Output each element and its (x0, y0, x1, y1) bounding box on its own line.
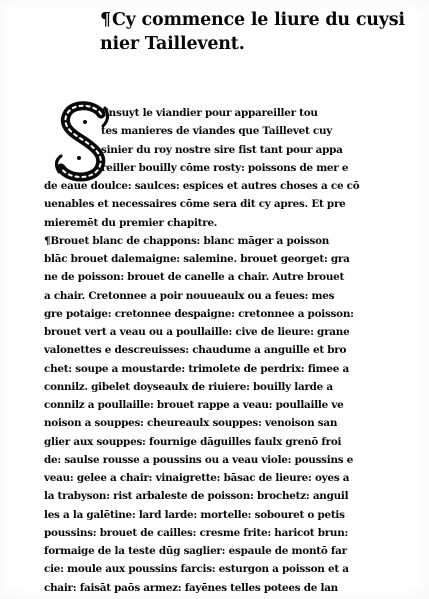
text-line: noison a souppes: cheureaulx souppes: venoison san (44, 417, 338, 430)
text-line: glier aux souppes: fournige dāguilles faulx grenō froi (44, 435, 342, 448)
text-line: de: saulse rousse a poussins ou a veau viole: poussins e (44, 453, 354, 466)
text-line: gre potaige: cretonnee despaigne: cretonnee a poisson: (44, 307, 354, 320)
text-line: reiller bouilly cōme rosty: poissons de mer e (101, 161, 349, 174)
text-line: uenables et necessaires cōme sera dit cy apres. Et pre (44, 198, 346, 211)
pilcrow-mark: ¶ (100, 10, 111, 30)
text-line: brouet vert a veau ou a poullaille: cive de lieure: grane (44, 326, 350, 338)
text-line: chet: soupe a moustarde: trimolete de perdrix: fimee a (44, 362, 349, 375)
text-line: de eaue doulce: saulces: espices et autres choses a ce cō (44, 180, 360, 192)
text-line: poussins: brouet de cailles: cresme frite: haricot brun: (44, 526, 349, 539)
text-line: connilz. gibelet doyseaulx de riuiere: bouilly larde a (44, 380, 333, 393)
page-title (100, 8, 405, 56)
title-line-1 (100, 8, 405, 32)
text-line: cie: moule aux poussins farcis: esturgon a poisson et a (44, 563, 349, 576)
text-line: ¶Brouet blanc de chappons: blanc māger a poisson (44, 234, 330, 247)
text-line: mieremēt du premier chapitre. (44, 216, 218, 229)
text-line: connilz a poullaille: brouet rappe a veau: poullaille ve (44, 399, 344, 411)
text-line: valonettes e descreuisses: chaudume a anguille et bro (44, 344, 347, 357)
text-line: veau: gelee a chair: vinaigrette: bāsac de lieure: oyes a (44, 472, 350, 484)
text-line: la trabyson: rist arbaleste de poisson: brochetz: anguil (44, 490, 349, 503)
title-line-1-text: Cy commence le liure du cuysi (111, 10, 405, 30)
text-line: blāc brouet dalemaigne: salemine. brouet georget: gra (44, 253, 350, 265)
text-line: ne de poisson: brouet de canelle a chair. Autre brouet (44, 271, 345, 284)
text-line: Ensuyt le viandier pour appareiller tou (101, 107, 318, 119)
text-line: les a la galētine: lard larde: mortelle: sobouret o petis (44, 508, 345, 521)
text-line: a chair. Cretonnee a poir nouueaulx ou a feues: mes (44, 289, 335, 302)
text-line: sinier du roy nostre sire fist tant pour appa (101, 143, 343, 156)
title-line-2: nier Taillevent. (100, 34, 245, 54)
text-line: tes manieres de viandes que Taillevet cuy (101, 125, 333, 138)
text-line: formaige de la teste dūg saglier: espaule de montō far (44, 545, 347, 557)
text-line: chair: faisāt paōs armez: fayēnes telles potees de lan (44, 581, 338, 594)
body-text (44, 104, 388, 597)
